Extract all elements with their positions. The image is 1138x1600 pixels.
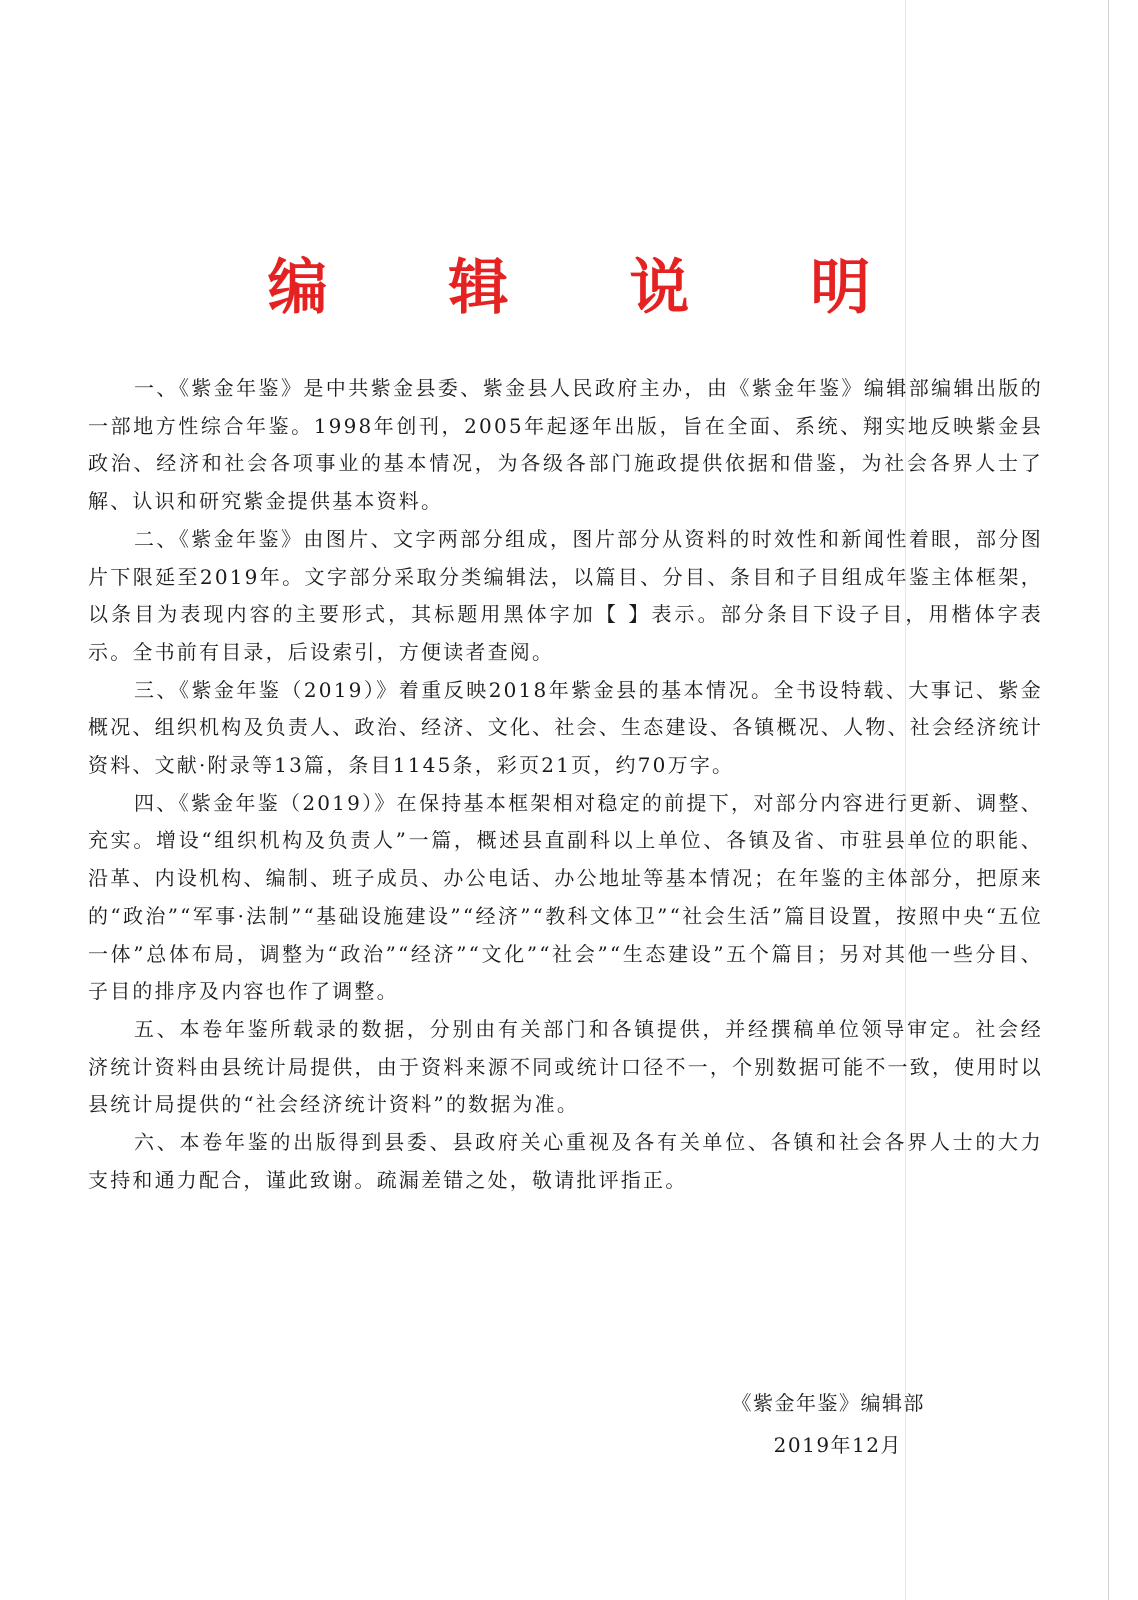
signature-organization: 《紫金年鉴》编辑部	[731, 1391, 925, 1415]
paragraph-5: 五、本卷年鉴所载录的数据，分别由有关部门和各镇提供，并经撰稿单位领导审定。社会经济统计资料由县统计局提供，由于资料来源不同或统计口径不一，个别数据可能不一致，使用时以县统计局提供的“社会经济统计资料”的数据为准。	[88, 1016, 1043, 1117]
paragraph-2: 二、《紫金年鉴》由图片、文字两部分组成，图片部分从资料的时效性和新闻性着眼，部分图片下限延至2019年。文字部分采取分类编辑法，以篇目、分目、条目和子目组成年鉴主体框架，以条目为表现内容的主要形式，其标题用黑体字加【 】表示。部分条目下设子目，用楷体字表示。全书前有目录，后设索引，方便读者查阅。	[88, 526, 1043, 664]
paragraph-3: 三、《紫金年鉴（2019）》着重反映2018年紫金县的基本情况。全书设特载、大事记、紫金概况、组织机构及负责人、政治、经济、文化、社会、生态建设、各镇概况、人物、社会经济统计资料、文献·附录等13篇，条目1145条，彩页21页，约70万字。	[88, 677, 1043, 778]
paragraph-6: 六、本卷年鉴的出版得到县委、县政府关心重视及各有关单位、各镇和社会各界人士的大力支持和通力配合，谨此致谢。疏漏差错之处，敬请批评指正。	[88, 1130, 1043, 1192]
scan-edge-line	[1108, 0, 1109, 1600]
paragraph-1: 一、《紫金年鉴》是中共紫金县委、紫金县人民政府主办，由《紫金年鉴》编辑部编辑出版的一部地方性综合年鉴。1998年创刊，2005年起逐年出版，旨在全面、系统、翔实地反映紫金县政治、经济和社会各项事业的基本情况，为各级各部门施政提供依据和借鉴，为社会各界人士了解、认识和研究紫金提供基本资料。	[88, 376, 1043, 514]
page-title: 编 辑 说 明	[267, 253, 921, 324]
signature-date: 2019年12月	[773, 1433, 902, 1457]
document-body	[88, 370, 1043, 1199]
paragraph-4: 四、《紫金年鉴（2019）》在保持基本框架相对稳定的前提下，对部分内容进行更新、调整、充实。增设“组织机构及负责人”一篇，概述县直副科以上单位、各镇及省、市驻县单位的职能、沿革、内设机构、编制、班子成员、办公电话、办公地址等基本情况；在年鉴的主体部分，把原来的“政治”“军事·法制”“基础设施建设”“经济”“教科文体卫”“社会生活”篇目设置，按照中央“五位一体”总体布局，调整为“政治”“经济”“文化”“社会”“生态建设”五个篇目；另对其他一些分目、子目的排序及内容也作了调整。	[88, 790, 1043, 1004]
